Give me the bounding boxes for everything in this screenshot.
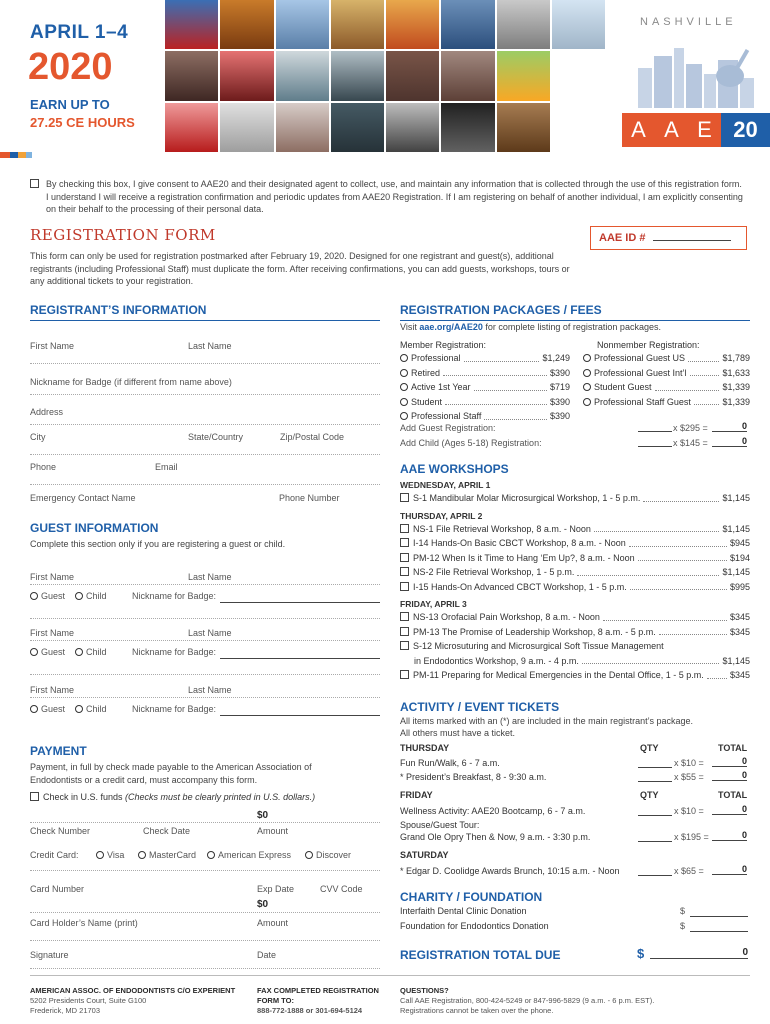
workshop-option[interactable]: NS-13 Orofacial Pain Workshop, 8 a.m. - Noon $345 xyxy=(400,610,750,625)
saturday-heading: SATURDAY xyxy=(400,850,449,860)
add-child-row[interactable]: Add Child (Ages 5-18) Registration: x $145 = 0 xyxy=(400,436,747,448)
member-title: Member Registration: xyxy=(400,340,487,350)
member-package-option[interactable]: Active 1st Year $719 xyxy=(400,380,570,395)
aae-link[interactable]: aae.org/AAE20 xyxy=(419,322,483,332)
logo-letter: A xyxy=(622,113,655,147)
workshop-option[interactable]: NS-1 File Retrieval Workshop, 8 a.m. - Noon $1,145 xyxy=(400,522,750,537)
workshop-option[interactable]: PM-11 Preparing for Medical Emergencies in the Dental Office, 1 - 5 p.m. $345 xyxy=(400,668,750,683)
registrant-name-field[interactable]: First Name Last Name xyxy=(30,341,380,367)
child-radio[interactable] xyxy=(75,705,83,713)
credit-card-type: Credit Card: Visa MasterCard American Express Discover xyxy=(30,850,352,860)
donation-row[interactable]: Interfaith Dental Clinic Donation $ xyxy=(400,906,750,920)
add-guest-total[interactable]: 0 xyxy=(712,421,747,432)
visa-radio[interactable] xyxy=(96,851,104,859)
ticket-total[interactable]: 0 xyxy=(712,756,747,767)
earn-label: EARN UP TO xyxy=(30,97,110,112)
footer-mail-address: AMERICAN ASSOC. OF ENDODONTISTS C/O EXPERIENT 5202 Presidents Court, Suite G100 Frederick, MD 21703 xyxy=(30,986,236,1015)
footer-fax: FAX COMPLETED REGISTRATION FORM TO: 888-772-1888 or 301-694-5124 xyxy=(257,986,379,1015)
check-us-funds-checkbox[interactable] xyxy=(30,792,39,801)
address-field[interactable]: Address xyxy=(30,402,380,428)
total-due-value[interactable]: 0 xyxy=(650,947,748,959)
nonmember-package-option[interactable]: Professional Guest US $1,789 xyxy=(583,351,750,366)
ce-hours: 27.25 CE HOURS xyxy=(30,115,135,130)
guest-section-title: GUEST INFORMATION xyxy=(30,521,159,535)
check-us-funds-option[interactable]: Check in U.S. funds (Checks must be clearly printed in U.S. dollars.) xyxy=(30,792,315,802)
workshops-section-title: AAE WORKSHOPS xyxy=(400,462,509,476)
guest-radio[interactable] xyxy=(30,648,38,656)
ticket-row[interactable]: * President’s Breakfast, 8 - 9:30 a.m. x $55 = 0 xyxy=(400,770,747,782)
payment-note: Payment, in full by check made payable to the American Association of Endodontists or a credit card, must accompany this form. xyxy=(30,762,312,785)
signature-field[interactable]: Signature Date xyxy=(30,950,277,960)
nonmember-package-option[interactable]: Student Guest $1,339 xyxy=(583,380,750,395)
add-guest-row[interactable]: Add Guest Registration: x $295 = 0 xyxy=(400,421,747,433)
workshop-list xyxy=(400,479,750,683)
card-amount-value: $0 xyxy=(257,899,269,910)
workshop-option[interactable]: NS-2 File Retrieval Workshop, 1 - 5 p.m. $1,145 xyxy=(400,565,750,580)
member-package-list xyxy=(400,351,570,424)
donation-row[interactable]: Foundation for Endodontics Donation $ xyxy=(400,921,750,935)
aae20-logo xyxy=(622,113,770,147)
phone-email-field[interactable]: Phone Email xyxy=(30,462,380,488)
workshop-day: FRIDAY, APRIL 3 xyxy=(400,599,467,609)
form-title: REGISTRATION FORM xyxy=(30,226,216,244)
total-heading: TOTAL xyxy=(718,743,748,753)
workshop-option-continued: in Endodontics Workshop, 9 a.m. - 4 p.m. $1,145 xyxy=(414,655,750,666)
workshop-option[interactable]: PM-13 The Promise of Leadership Workshop, 8 a.m. - 5 p.m. $345 xyxy=(400,625,750,640)
workshop-option[interactable]: PM-12 When Is it Time to Hang ‘Em Up?, 8 a.m. - Noon $194 xyxy=(400,551,750,566)
packages-section-title: REGISTRATION PACKAGES / FEES xyxy=(400,303,602,317)
card-holder-field[interactable]: Card Holder’s Name (print) Amount xyxy=(30,918,289,928)
registrant-section-title: REGISTRANT’S INFORMATION xyxy=(30,303,207,317)
logo-letter: E xyxy=(688,113,721,147)
nonmember-package-option[interactable]: Professional Guest Int’l $1,633 xyxy=(583,366,750,381)
total-heading: TOTAL xyxy=(718,790,748,800)
activity-section-title: ACTIVITY / EVENT TICKETS xyxy=(400,700,560,714)
consent-checkbox[interactable] xyxy=(30,179,39,188)
discover-radio[interactable] xyxy=(305,851,313,859)
amex-radio[interactable] xyxy=(207,851,215,859)
add-child-total[interactable]: 0 xyxy=(712,436,747,447)
nonmember-title: Nonmember Registration: xyxy=(597,340,700,350)
photo-collage xyxy=(165,0,605,152)
aae-id-label: AAE ID # xyxy=(599,232,646,244)
child-radio[interactable] xyxy=(75,592,83,600)
member-package-option[interactable]: Professional $1,249 xyxy=(400,351,570,366)
total-dollar-sign: $ xyxy=(637,946,645,961)
mastercard-radio[interactable] xyxy=(138,851,146,859)
workshop-option[interactable]: S-1 Mandibular Molar Microsurgical Workshop, 1 - 5 p.m. $1,145 xyxy=(400,491,750,506)
ticket-total[interactable]: 0 xyxy=(712,864,747,875)
consent-block xyxy=(30,178,745,216)
workshop-option[interactable]: I-15 Hands-On Advanced CBCT Workshop, 1 - 5 p.m. $995 xyxy=(400,580,750,595)
guest-entry[interactable]: First Name Last Name Guest Child Nickname for Badge: xyxy=(30,572,380,622)
form-intro: This form can only be used for registration postmarked after February 19, 2020. Designed for one registrant and guest(s), additional registrants (including Professional Staff) must duplicate the form. After receiving confirmations, you can add guests, workshops, tours or any additional tickets to your registration. xyxy=(30,251,570,286)
workshop-day: THURSDAY, APRIL 2 xyxy=(400,510,483,521)
friday-heading: FRIDAY xyxy=(400,790,433,800)
member-package-option[interactable]: Retired $390 xyxy=(400,366,570,381)
event-year: 2020 xyxy=(28,46,113,88)
card-number-field[interactable]: Card Number Exp Date CVV Code $0 xyxy=(30,884,363,910)
packages-note: Visit aae.org/AAE20 for complete listing of registration packages. xyxy=(400,322,661,332)
city-state-zip-field[interactable]: City State/Country Zip/Postal Code xyxy=(30,432,380,458)
color-stripe xyxy=(0,152,770,158)
member-package-option[interactable]: Student $390 xyxy=(400,395,570,410)
nonmember-package-option[interactable]: Professional Staff Guest $1,339 xyxy=(583,395,750,410)
ticket-row[interactable]: * Edgar D. Coolidge Awards Brunch, 10:15 a.m. - Noon x $65 = 0 xyxy=(400,864,747,876)
emergency-contact-field[interactable]: Emergency Contact Name Phone Number xyxy=(30,493,340,503)
consent-text: By checking this box, I give consent to AAE20 and their designated agent to collect, use, and maintain any information that is collected through the use of this registration form. I understand I will receive a registration confirmation and periodic updates from AAE20 Registration. If I am registering on behalf of another individual, I am explicitly consenting on their behalf to the processing of their personal data. xyxy=(46,179,743,214)
ticket-total[interactable]: 0 xyxy=(712,804,747,815)
badge-nickname-field[interactable]: Nickname for Badge (if different from name above) xyxy=(30,372,380,398)
guest-entry[interactable]: First Name Last Name Guest Child Nickname for Badge: xyxy=(30,628,380,678)
workshop-day: WEDNESDAY, APRIL 1 xyxy=(400,480,491,490)
nonmember-package-list xyxy=(583,351,750,409)
guest-radio[interactable] xyxy=(30,705,38,713)
ticket-total[interactable]: 0 xyxy=(712,830,747,841)
ticket-total[interactable]: 0 xyxy=(712,770,747,781)
aae-id-box[interactable] xyxy=(590,226,747,250)
event-dates: APRIL 1–4 xyxy=(30,22,129,43)
activity-note: All items marked with an (*) are included in the main registrant’s package. xyxy=(400,716,693,726)
logo-year: 20 xyxy=(721,113,770,147)
charity-section-title: CHARITY / FOUNDATION xyxy=(400,890,543,904)
city-label: NASHVILLE xyxy=(640,16,737,28)
logo-letter: A xyxy=(655,113,688,147)
member-package-option[interactable]: Professional Staff $390 xyxy=(400,409,570,424)
check-details-field[interactable]: Check Number Check Date Amount xyxy=(30,826,289,836)
check-amount-value: $0 xyxy=(257,810,269,821)
payment-section-title: PAYMENT xyxy=(30,744,87,758)
footer-questions: QUESTIONS? Call AAE Registration, 800-424-5249 or 847-996-5829 (9 a.m. - 6 p.m. EST). Registrations cannot be taken over the phone. xyxy=(400,986,655,1015)
ticket-row[interactable]: Wellness Activity: AAE20 Bootcamp, 6 - 7 a.m. x $10 = 0 xyxy=(400,804,747,816)
guest-radio[interactable] xyxy=(30,592,38,600)
child-radio[interactable] xyxy=(75,648,83,656)
activity-note-2: All others must have a ticket. xyxy=(400,728,516,738)
guest-note: Complete this section only if you are registering a guest or child. xyxy=(30,539,286,549)
qty-heading: QTY xyxy=(640,743,659,753)
workshop-option[interactable]: S-12 Microsuturing and Microsurgical Soft Tissue Management xyxy=(400,639,750,654)
ticket-row[interactable]: Fun Run/Walk, 6 - 7 a.m. x $10 = 0 xyxy=(400,756,747,768)
guest-entry[interactable]: First Name Last Name Guest Child Nickname for Badge: xyxy=(30,685,380,725)
ticket-row[interactable]: Spouse/Guest Tour: Grand Ole Opry Then & Now, 9 a.m. - 3:30 p.m. x $195 = 0 xyxy=(400,820,747,842)
workshop-option[interactable]: I-14 Hands-On Basic CBCT Workshop, 8 a.m. - Noon $945 xyxy=(400,536,750,551)
total-due-label: REGISTRATION TOTAL DUE xyxy=(400,948,561,962)
qty-heading: QTY xyxy=(640,790,659,800)
nashville-skyline-graphic xyxy=(618,38,768,108)
thursday-heading: THURSDAY xyxy=(400,743,450,753)
